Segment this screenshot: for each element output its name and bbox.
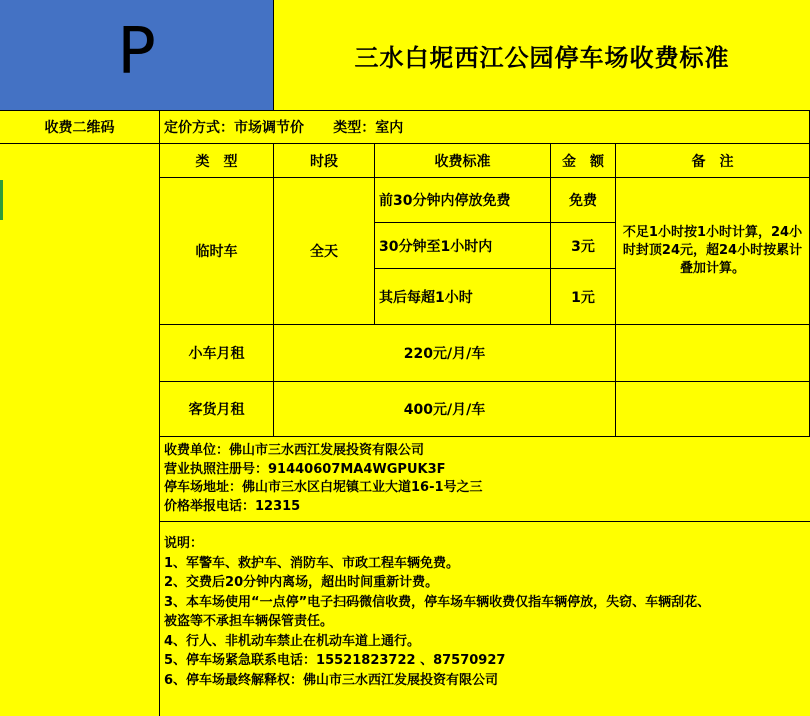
price-hotline: 价格举报电话：12315	[164, 498, 301, 514]
monthly-small-price: 220元/月/车	[403, 346, 486, 362]
pricing-text: 定价方式：市场调节价 类型：室内	[164, 120, 404, 136]
monthly-small-type-label: 小车月租	[188, 346, 245, 362]
header-remark	[616, 144, 810, 178]
temporary-period-cell	[274, 178, 375, 325]
header-standard	[375, 144, 551, 178]
fee-amount-text: 免费	[569, 193, 597, 209]
header-period-label: 时段	[310, 153, 338, 170]
monthly-small-remark-cell	[616, 325, 810, 382]
monthly-cargo-type-label: 客货月租	[188, 402, 245, 418]
header-period	[274, 144, 375, 178]
notes-heading: 说明：	[164, 536, 204, 551]
fee-row-3-standard	[375, 269, 551, 325]
note-item: 4、行人、非机动车禁止在机动车道上通行。	[164, 633, 421, 649]
monthly-cargo-price-cell	[274, 382, 616, 437]
fee-row-1-standard	[375, 178, 551, 223]
fee-row-3-amount	[551, 269, 616, 325]
fee-standard-text: 其后每超1小时	[379, 289, 473, 306]
monthly-cargo-type-cell	[160, 382, 274, 437]
qr-code-area	[0, 144, 160, 716]
page-title: 三水白坭西江公园停车场收费标准	[354, 42, 730, 72]
parking-logo	[0, 0, 274, 111]
note-item: 6、停车场最终解释权：佛山市三水西江发展投资有限公司	[164, 672, 499, 688]
header-type-label: 类 型	[195, 153, 238, 170]
fee-row-1-amount	[551, 178, 616, 223]
operator-info	[160, 437, 810, 522]
fee-row-2-standard	[375, 223, 551, 269]
title-cell	[274, 0, 810, 111]
note-item: 2、交费后20分钟内离场，超出时间重新计费。	[164, 575, 439, 590]
note-item: 3、本车场使用“一点停”电子扫码微信收费，停车场车辆收费仅指车辆停放，失窃、车辆刮花、	[164, 594, 711, 610]
fee-standard-text: 30分钟至1小时内	[379, 238, 493, 255]
business-license: 营业执照注册号：91440607MA4WGPUK3F	[164, 461, 446, 477]
fee-amount-text: 3元	[571, 238, 595, 255]
temporary-period-label: 全天	[310, 244, 338, 260]
note-item: 5、停车场紧急联系电话：15521823722 、87570927	[164, 653, 506, 668]
operator-unit: 收费单位：佛山市三水西江发展投资有限公司	[164, 443, 425, 458]
pricing-cell	[160, 111, 810, 144]
qr-label: 收费二维码	[44, 120, 115, 136]
temporary-remark-text: 不足1小时按1小时计算，24小时封顶24元，超24小时按累计叠加计算。	[622, 225, 803, 276]
monthly-small-type-cell	[160, 325, 274, 382]
qr-label-cell	[0, 111, 160, 144]
temporary-type-cell	[160, 178, 274, 325]
temporary-remark-cell	[616, 178, 810, 325]
notes	[160, 522, 810, 716]
note-item: 被盗等不承担车辆保管责任。	[164, 614, 334, 629]
header-type	[160, 144, 274, 178]
qr-edge-mark	[0, 180, 3, 220]
header-amount-label: 金 额	[562, 153, 604, 170]
fee-amount-text: 1元	[571, 289, 595, 306]
fee-row-2-amount	[551, 223, 616, 269]
header-amount	[551, 144, 616, 178]
header-remark-label: 备 注	[691, 153, 734, 170]
note-item: 1、军警车、救护车、消防车、市政工程车辆免费。	[164, 555, 460, 571]
monthly-cargo-price: 400元/月/车	[403, 402, 486, 418]
monthly-cargo-remark-cell	[616, 382, 810, 437]
header-standard-label: 收费标准	[434, 153, 491, 170]
parking-address: 停车场地址：佛山市三水区白坭镇工业大道16-1号之三	[164, 480, 483, 495]
fee-standard-text: 前30分钟内停放免费	[379, 193, 511, 209]
parking-logo-letter: P	[117, 15, 156, 89]
monthly-small-price-cell	[274, 325, 616, 382]
temporary-type-label: 临时车	[195, 244, 238, 260]
